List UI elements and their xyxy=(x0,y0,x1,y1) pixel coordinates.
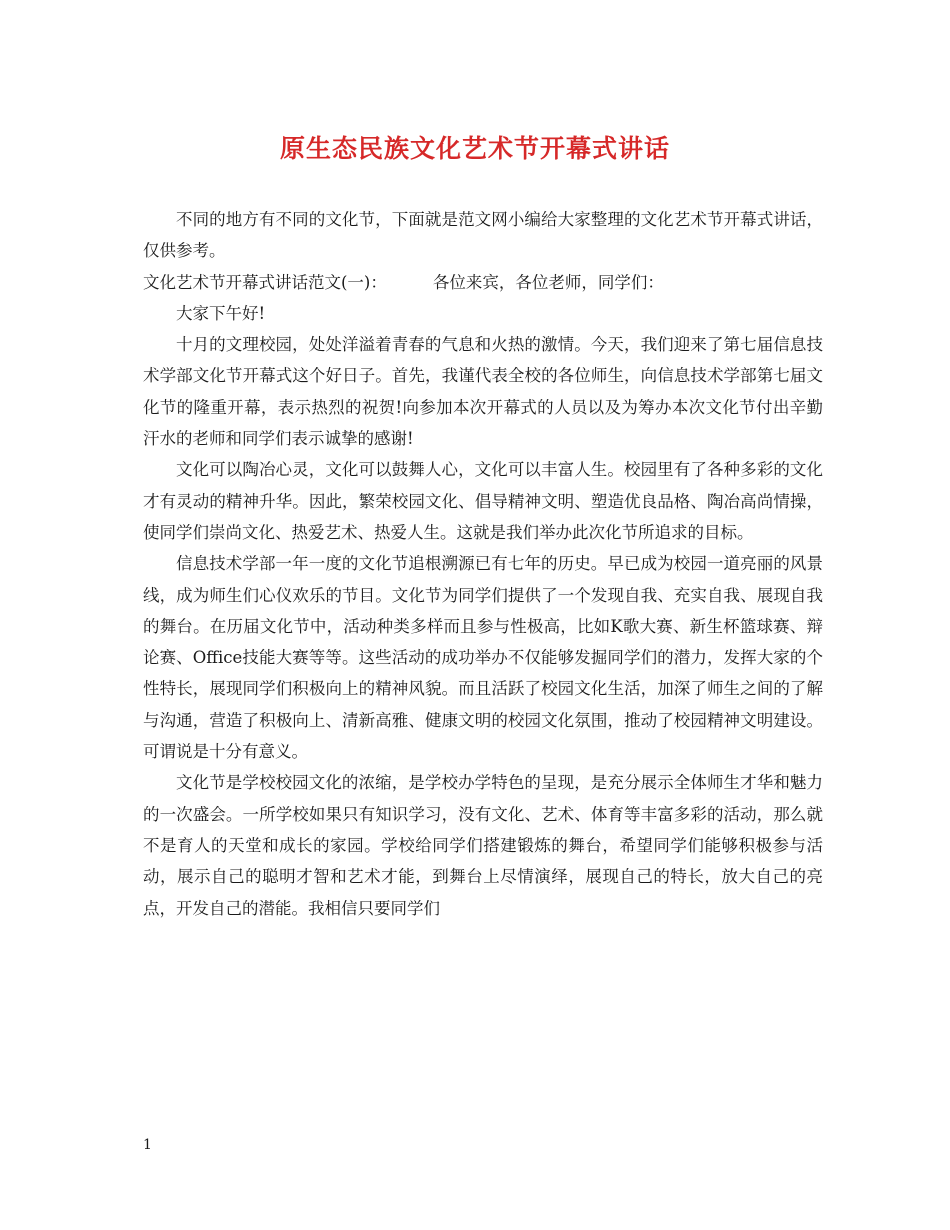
document-title: 原生态民族文化艺术节开幕式讲话 xyxy=(279,134,670,163)
body-paragraph-2: 文化可以陶冶心灵，文化可以鼓舞人心，文化可以丰富人生。校园里有了各种多彩的文化才有灵动的精神升华。因此，繁荣校园文化、倡导精神文明、塑造优良品格、陶冶高尚情操，使同学们崇尚文化、热爱艺术、热爱人生。这就是我们举办此次化节所追求的目标。 xyxy=(143,460,823,542)
sample-heading-line xyxy=(143,267,823,298)
page-number: 1 xyxy=(143,1137,152,1153)
body-paragraph-4: 文化节是学校校园文化的浓缩，是学校办学特色的呈现，是充分展示全体师生才华和魅力的一次盛会。一所学校如果只有知识学习，没有文化、艺术、体育等丰富多彩的活动，那么就不是育人的天堂和成长的家园。学校给同学们搭建锻炼的舞台，希望同学们能够积极参与活动，展示自己的聪明才智和艺术才能，到舞台上尽情演绎，展现自己的特长，放大自己的亮点，开发自己的潜能。我相信只要同学们 xyxy=(143,773,823,918)
intro-paragraph: 不同的地方有不同的文化节，下面就是范文网小编给大家整理的文化艺术节开幕式讲话，仅供参考。 xyxy=(143,210,823,261)
salutation: 各位来宾，各位老师，同学们： xyxy=(432,272,664,292)
document-body xyxy=(143,204,823,924)
body-paragraph-3: 信息技术学部一年一度的文化节追根溯源已有七年的历史。早已成为校园一道亮丽的风景线，成为师生们心仪欢乐的节目。文化节为同学们提供了一个发现自我、充实自我、展现自我的舞台。在历届文化节中，活动种类多样而且参与性极高，比如K歌大赛、新生杯篮球赛、辩论赛、Office技能大赛等等。这些活动的成功举办不仅能够发掘同学们的潜力，发挥大家的个性特长，展现同学们积极向上的精神风貌。而且活跃了校园文化生活，加深了师生之间的了解与沟通，营造了积极向上、清新高雅、健康文明的校园文化氛围，推动了校园精神文明建设。可谓说是十分有意义。 xyxy=(143,554,823,762)
body-paragraph-1: 十月的文理校园，处处洋溢着青春的气息和火热的激情。今天，我们迎来了第七届信息技术学部文化节开幕式这个好日子。首先，我谨代表全校的各位师生，向信息技术学部第七届文化节的隆重开幕，表示热烈的祝贺!向参加本次开幕式的人员以及为筹办本次文化节付出辛勤汗水的老师和同学们表示诚挚的感谢! xyxy=(143,335,823,449)
sample-heading-label: 文化艺术节开幕式讲话范文(一)： xyxy=(143,272,387,292)
greeting-paragraph: 大家下午好! xyxy=(176,303,266,323)
